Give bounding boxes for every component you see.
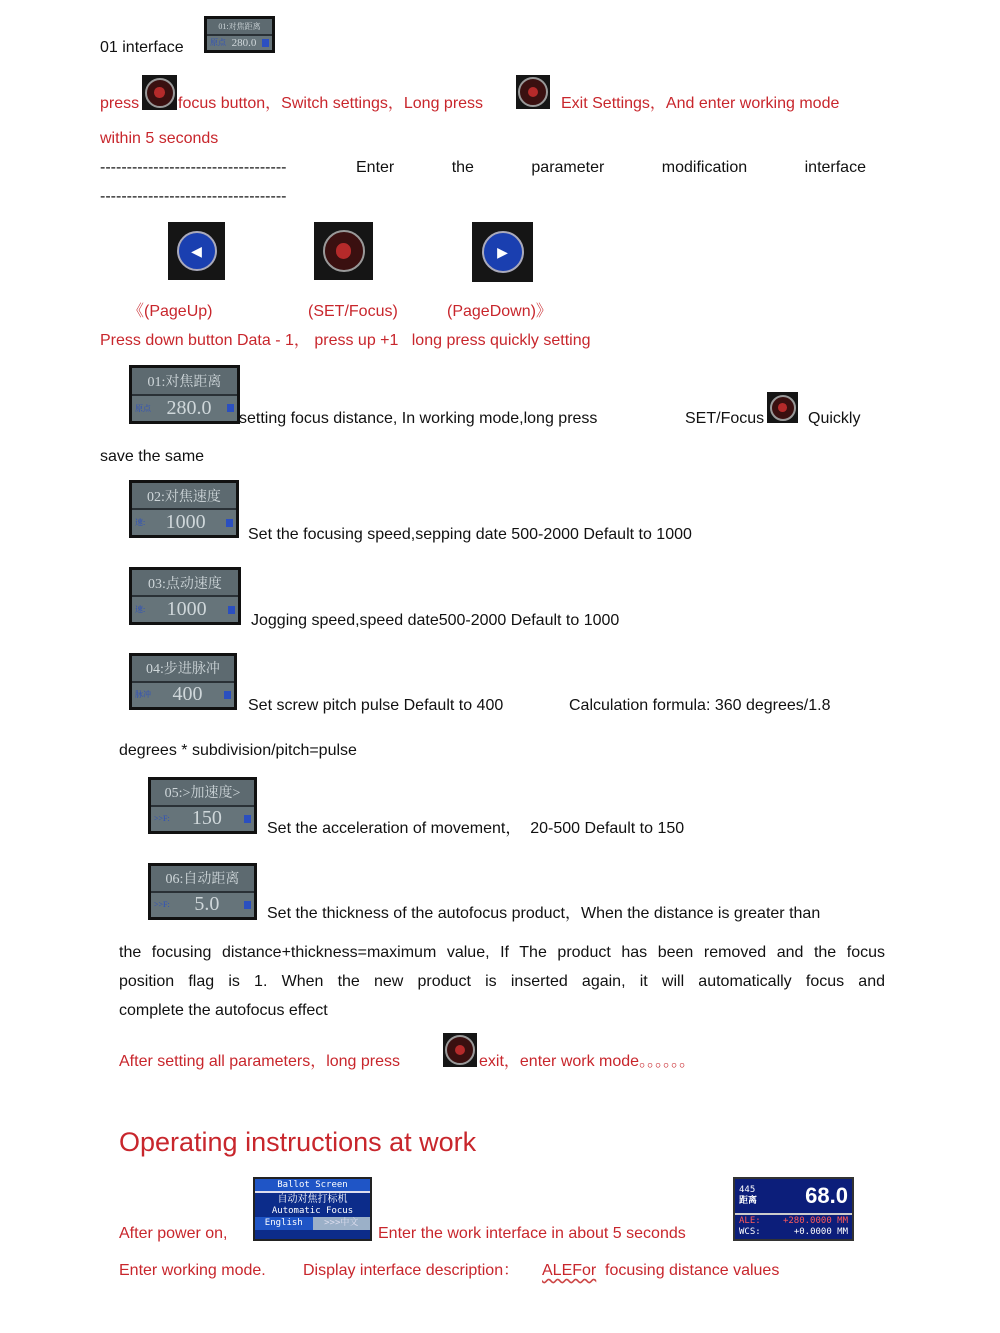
- param-01-quickly: Quickly: [808, 410, 861, 427]
- param-01-text: setting focus distance, In working mode,long press: [239, 410, 598, 427]
- ale-label: ALE:: [739, 1216, 761, 1226]
- work-value: 68.0: [805, 1183, 848, 1208]
- wcs-label: WCS:: [739, 1227, 761, 1237]
- lcd-title: 05:>加速度>: [151, 780, 254, 807]
- unit-icon: [244, 901, 251, 909]
- lcd-title: 03:点动速度: [132, 570, 238, 597]
- lcd-value: 1000: [166, 598, 207, 620]
- ballot-screen: [253, 1177, 372, 1241]
- lcd-interface-01: [204, 16, 275, 53]
- param-04-formula: Calculation formula: 360 degrees/1.8: [569, 697, 831, 714]
- param-04-formula-cont: degrees * subdivision/pitch=pulse: [119, 742, 357, 759]
- ballot-title: Ballot Screen: [255, 1179, 370, 1193]
- interface-label: 01 interface: [100, 39, 184, 56]
- pagedown-label: (PageDown)》: [447, 303, 552, 320]
- press-note: [100, 331, 591, 351]
- lcd-tag: >>F:: [154, 814, 170, 824]
- word: parameter: [531, 159, 605, 176]
- note-c: long press quickly setting: [411, 332, 591, 349]
- param-01-cont: save the same: [100, 448, 205, 465]
- lcd-param-06: [148, 863, 257, 920]
- lcd-tag: 原点: [135, 403, 151, 413]
- lcd-tag: 速:: [135, 605, 146, 614]
- lcd-param-03: [129, 567, 241, 625]
- power-on-text: After power on,: [119, 1225, 228, 1242]
- lcd-param-02: [129, 480, 239, 538]
- work-interface-text: Enter the work interface in about 5 seconds: [378, 1225, 686, 1242]
- ballot-cn: 自动对焦打标机: [277, 1194, 348, 1205]
- lcd-tag: 脉冲: [135, 690, 151, 700]
- ale-text: ALEFor: [542, 1262, 597, 1279]
- arrow-right-icon: ▶: [472, 222, 533, 282]
- ballot-english-option: English: [255, 1217, 313, 1230]
- lcd-value: 280.0: [231, 36, 257, 49]
- unit-icon: [224, 691, 231, 699]
- section-heading: Operating instructions at work: [119, 1127, 477, 1157]
- lcd-value: 280.0: [166, 396, 212, 419]
- arrow-left-icon: ◀: [168, 222, 225, 280]
- focus-icon: [314, 222, 373, 280]
- dashes: -----------------------------------: [100, 159, 287, 176]
- lcd-tag: 原点: [210, 38, 226, 48]
- paragraph-line: complete the autofocus effect: [119, 1002, 328, 1019]
- param-06-text: Set the thickness of the autofocus product，When the distance is greater than: [267, 905, 821, 922]
- word: Enter: [356, 159, 395, 176]
- note-a: Press down button Data - 1，: [100, 332, 310, 349]
- unit-icon: [228, 606, 235, 614]
- display-desc-text: Display interface description：: [303, 1262, 520, 1279]
- working-mode-text: Enter working mode.: [119, 1262, 266, 1279]
- after-exit-text: exit，enter work mode。。。。。。: [479, 1053, 696, 1070]
- focus-text: focus button，Switch settings，Long press: [178, 95, 484, 112]
- dashes: -----------------------------------: [100, 188, 287, 205]
- word: modification: [661, 159, 748, 176]
- after-text: After setting all parameters，long press: [119, 1053, 401, 1070]
- unit-icon: [262, 39, 269, 47]
- param-05-text: Set the acceleration of movement， 20-500 Default to 150: [267, 820, 685, 837]
- unit-icon: [244, 815, 251, 823]
- work-label: 距离: [739, 1196, 758, 1206]
- param-04-text: Set screw pitch pulse Default to 400: [248, 697, 504, 714]
- press-text: press: [100, 95, 140, 112]
- focus-button-icon: [516, 75, 550, 109]
- lcd-value: 1000: [165, 511, 206, 533]
- work-num: 445: [739, 1185, 756, 1195]
- word: interface: [804, 159, 866, 176]
- word: the: [451, 159, 474, 176]
- paragraph-line: the focusing distance+thickness=maximum value, If The product has been removed and the focus: [119, 944, 885, 961]
- pageup-label: 《(PageUp): [128, 303, 213, 320]
- lcd-value: 150: [191, 807, 222, 830]
- lcd-title: 01:对焦距离: [132, 368, 237, 396]
- work-screen: [733, 1177, 854, 1241]
- ballot-en: Automatic Focus: [271, 1206, 354, 1216]
- within-text: within 5 seconds: [100, 130, 219, 147]
- unit-icon: [227, 404, 234, 412]
- lcd-param-04: [129, 653, 237, 710]
- focus-values-text: focusing distance values: [605, 1262, 780, 1279]
- lcd-title: 04:步进脉冲: [132, 656, 234, 683]
- lcd-title: 01:对焦距离: [207, 19, 272, 36]
- param-03-text: Jogging speed,speed date500-2000 Default to 1000: [251, 612, 620, 629]
- lcd-tag: >>F:: [154, 900, 170, 910]
- wcs-value: +0.0000 MM: [793, 1227, 848, 1237]
- ale-value: +280.0000 MM: [782, 1216, 848, 1226]
- exit-text: Exit Settings，And enter working mode: [561, 95, 840, 112]
- param-02-text: Set the focusing speed,sepping date 500-2000 Default to 1000: [248, 526, 692, 543]
- note-b: press up +1: [314, 332, 399, 349]
- lcd-param-05: [148, 777, 257, 834]
- ballot-chinese-option: >>>中文: [313, 1217, 371, 1230]
- lcd-title: 02:对焦速度: [132, 483, 236, 510]
- lcd-value: 400: [172, 683, 203, 706]
- set-label: (SET/Focus): [308, 303, 398, 320]
- focus-button-icon: [142, 75, 177, 110]
- lcd-value: 5.0: [194, 893, 220, 916]
- lcd-param-01: [129, 365, 240, 424]
- param-01-set: SET/Focus: [685, 410, 765, 427]
- lcd-title: 06:自动距离: [151, 866, 254, 893]
- focus-button-icon: [767, 392, 798, 423]
- unit-icon: [226, 519, 233, 527]
- focus-button-icon: [443, 1033, 477, 1067]
- divider-heading: [356, 158, 866, 178]
- paragraph-line: position flag is 1. When the new product is inserted again, it will automatically focus and: [119, 973, 885, 990]
- lcd-tag: 速:: [135, 518, 146, 527]
